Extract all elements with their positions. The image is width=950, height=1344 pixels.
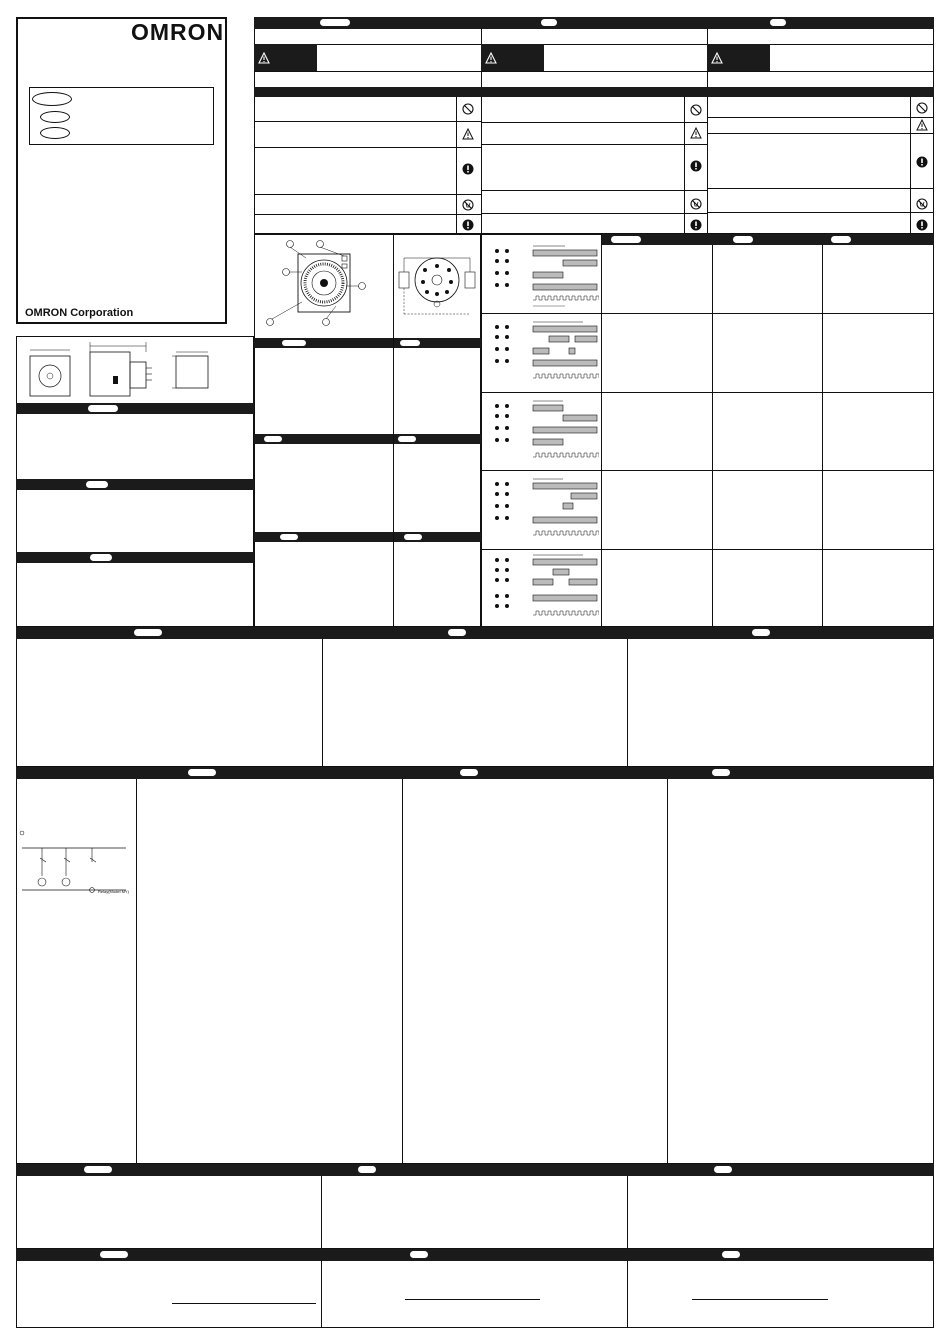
- exclamation-icon: [916, 219, 928, 231]
- section-bar-mid-6: [394, 532, 481, 542]
- no-disassembly-icon: [462, 199, 474, 211]
- section-bar-mid-3: [254, 434, 393, 444]
- warning-triangle-icon: [258, 52, 270, 64]
- omron-logo: OMRON: [131, 19, 225, 45]
- prohibition-icon: [462, 103, 474, 115]
- warning-triangle-icon: [711, 52, 723, 64]
- safety-header-bar: [254, 17, 934, 29]
- lower-panel-1: [16, 1164, 934, 1249]
- section-bar-mid-1: [254, 338, 393, 348]
- signature-line-1: [172, 1303, 316, 1304]
- warning-triangle-icon: [485, 52, 497, 64]
- section-bar-dimensions: [16, 403, 254, 414]
- warning-triangle-icon: [690, 127, 702, 139]
- dimension-drawing: [18, 338, 252, 400]
- timing-chart-mode-d: [483, 473, 599, 547]
- signature-line-3: [692, 1299, 828, 1300]
- timing-chart-mode-a: [483, 238, 599, 312]
- no-disassembly-icon: [916, 198, 928, 210]
- correct-use-bar: [16, 767, 934, 779]
- specifications-panel: [16, 627, 934, 767]
- timing-chart-mode-b: [483, 316, 599, 390]
- prohibition-icon: [916, 102, 928, 114]
- exclamation-icon: [690, 219, 702, 231]
- timing-chart-mode-c: [483, 395, 599, 469]
- section-bar-mid-2: [394, 338, 481, 348]
- section-bar-left-3: [16, 552, 254, 563]
- section-bar-mid-5: [254, 532, 393, 542]
- language-oval-1: [32, 92, 72, 106]
- timing-header-bar: [601, 234, 934, 245]
- relay-circuit-diagram: [18, 828, 134, 898]
- section-bar-mid-4: [394, 434, 481, 444]
- safety-panel: [254, 17, 934, 234]
- warning-triangle-icon: [916, 119, 928, 131]
- timer-front-view-drawing: [256, 236, 392, 336]
- warning-triangle-icon: [462, 128, 474, 140]
- lower-bar-2: [16, 1249, 934, 1261]
- precautions-bar: [254, 87, 934, 97]
- signature-line-2: [405, 1299, 540, 1300]
- section-bar-left-2: [16, 479, 254, 490]
- language-oval-3: [40, 127, 70, 139]
- socket-wiring-drawing: [395, 236, 479, 336]
- language-oval-2: [40, 111, 70, 123]
- specifications-bar: [16, 627, 934, 639]
- correct-use-panel: [16, 767, 934, 1164]
- prohibition-icon: [690, 104, 702, 116]
- exclamation-icon: [916, 156, 928, 168]
- exclamation-icon: [462, 163, 474, 175]
- relay-caption: Relay(Model MY): [98, 889, 129, 894]
- lower-bar-1: [16, 1164, 934, 1176]
- exclamation-icon: [462, 219, 474, 231]
- exclamation-icon: [690, 160, 702, 172]
- timing-chart-mode-e: [483, 551, 599, 625]
- no-disassembly-icon: [690, 198, 702, 210]
- company-name: OMRON Corporation: [25, 307, 134, 319]
- cover-panel: [16, 17, 227, 324]
